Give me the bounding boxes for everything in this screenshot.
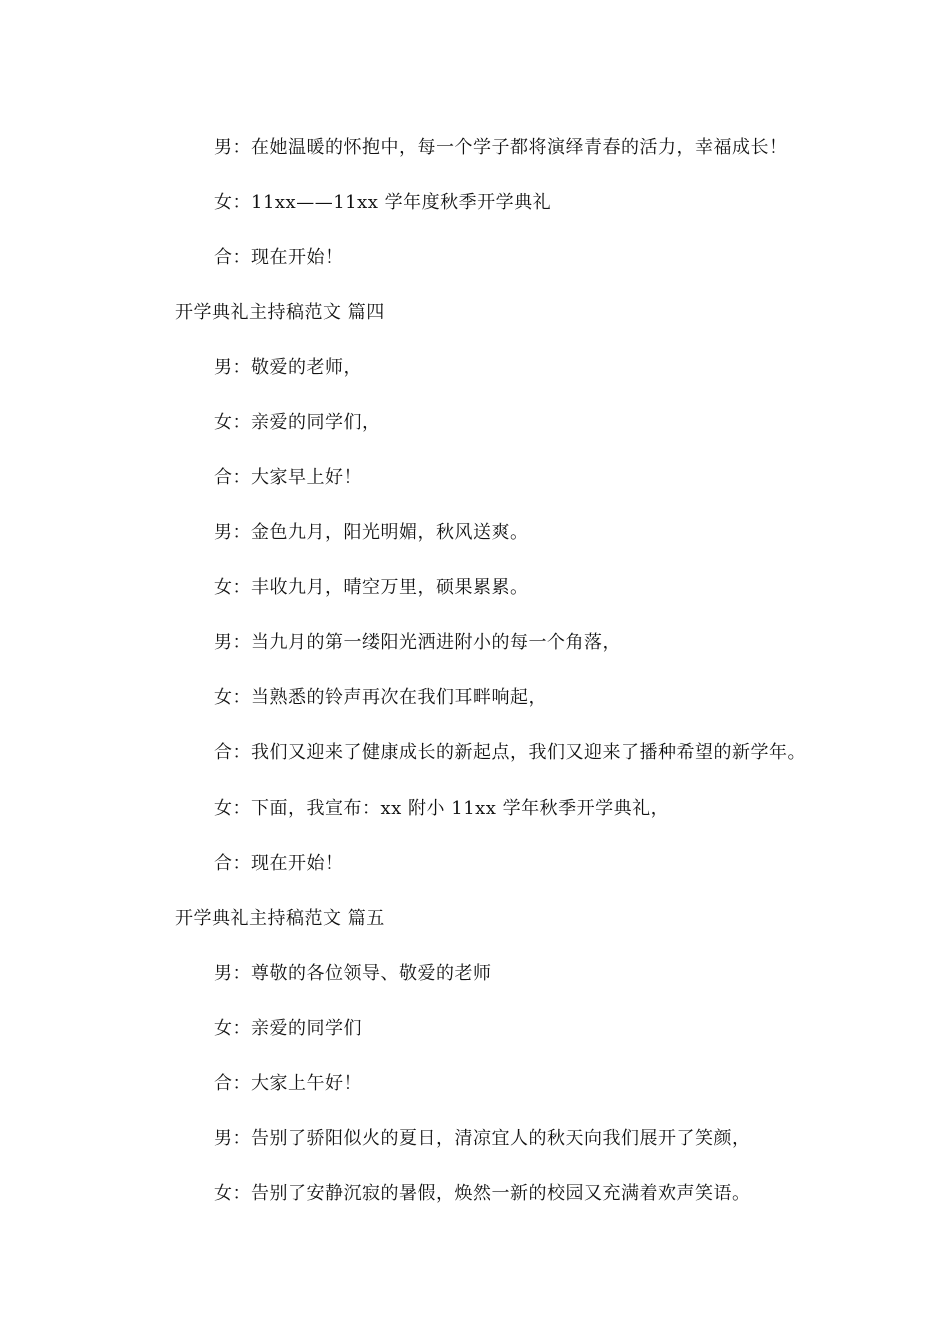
paragraph-line: 男：尊敬的各位领导、敬爱的老师 (214, 963, 492, 984)
paragraph-line: 合：大家上午好！ (214, 1073, 362, 1094)
paragraph-line: 男：金色九月，阳光明媚，秋风送爽。 (214, 522, 529, 543)
paragraph-line: 合：现在开始！ (214, 853, 344, 874)
paragraph-line: 男：当九月的第一缕阳光洒进附小的每一个角落， (214, 632, 621, 653)
paragraph-line: 女：告别了安静沉寂的暑假，焕然一新的校园又充满着欢声笑语。 (214, 1183, 751, 1204)
section-heading: 开学典礼主持稿范文 篇四 (175, 302, 385, 323)
section-heading: 开学典礼主持稿范文 篇五 (175, 908, 385, 929)
paragraph-line: 男：告别了骄阳似火的夏日，清凉宜人的秋天向我们展开了笑颜， (214, 1128, 751, 1149)
paragraph-line: 女：11xx——11xx 学年度秋季开学典礼 (214, 192, 552, 213)
paragraph-line: 合：大家早上好！ (214, 467, 362, 488)
paragraph-line: 女：亲爱的同学们 (214, 1018, 362, 1039)
paragraph-line: 女：亲爱的同学们， (214, 412, 381, 433)
paragraph-line: 合：我们又迎来了健康成长的新起点，我们又迎来了播种希望的新学年。 (214, 742, 806, 763)
paragraph-line: 女：丰收九月，晴空万里，硕果累累。 (214, 577, 529, 598)
paragraph-line: 女：当熟悉的铃声再次在我们耳畔响起， (214, 687, 547, 708)
paragraph-line: 男：在她温暖的怀抱中，每一个学子都将演绎青春的活力，幸福成长！ (214, 137, 788, 158)
paragraph-line: 合：现在开始！ (214, 247, 344, 268)
paragraph-line: 女：下面，我宣布：xx 附小 11xx 学年秋季开学典礼， (214, 798, 670, 819)
paragraph-line: 男：敬爱的老师， (214, 357, 362, 378)
